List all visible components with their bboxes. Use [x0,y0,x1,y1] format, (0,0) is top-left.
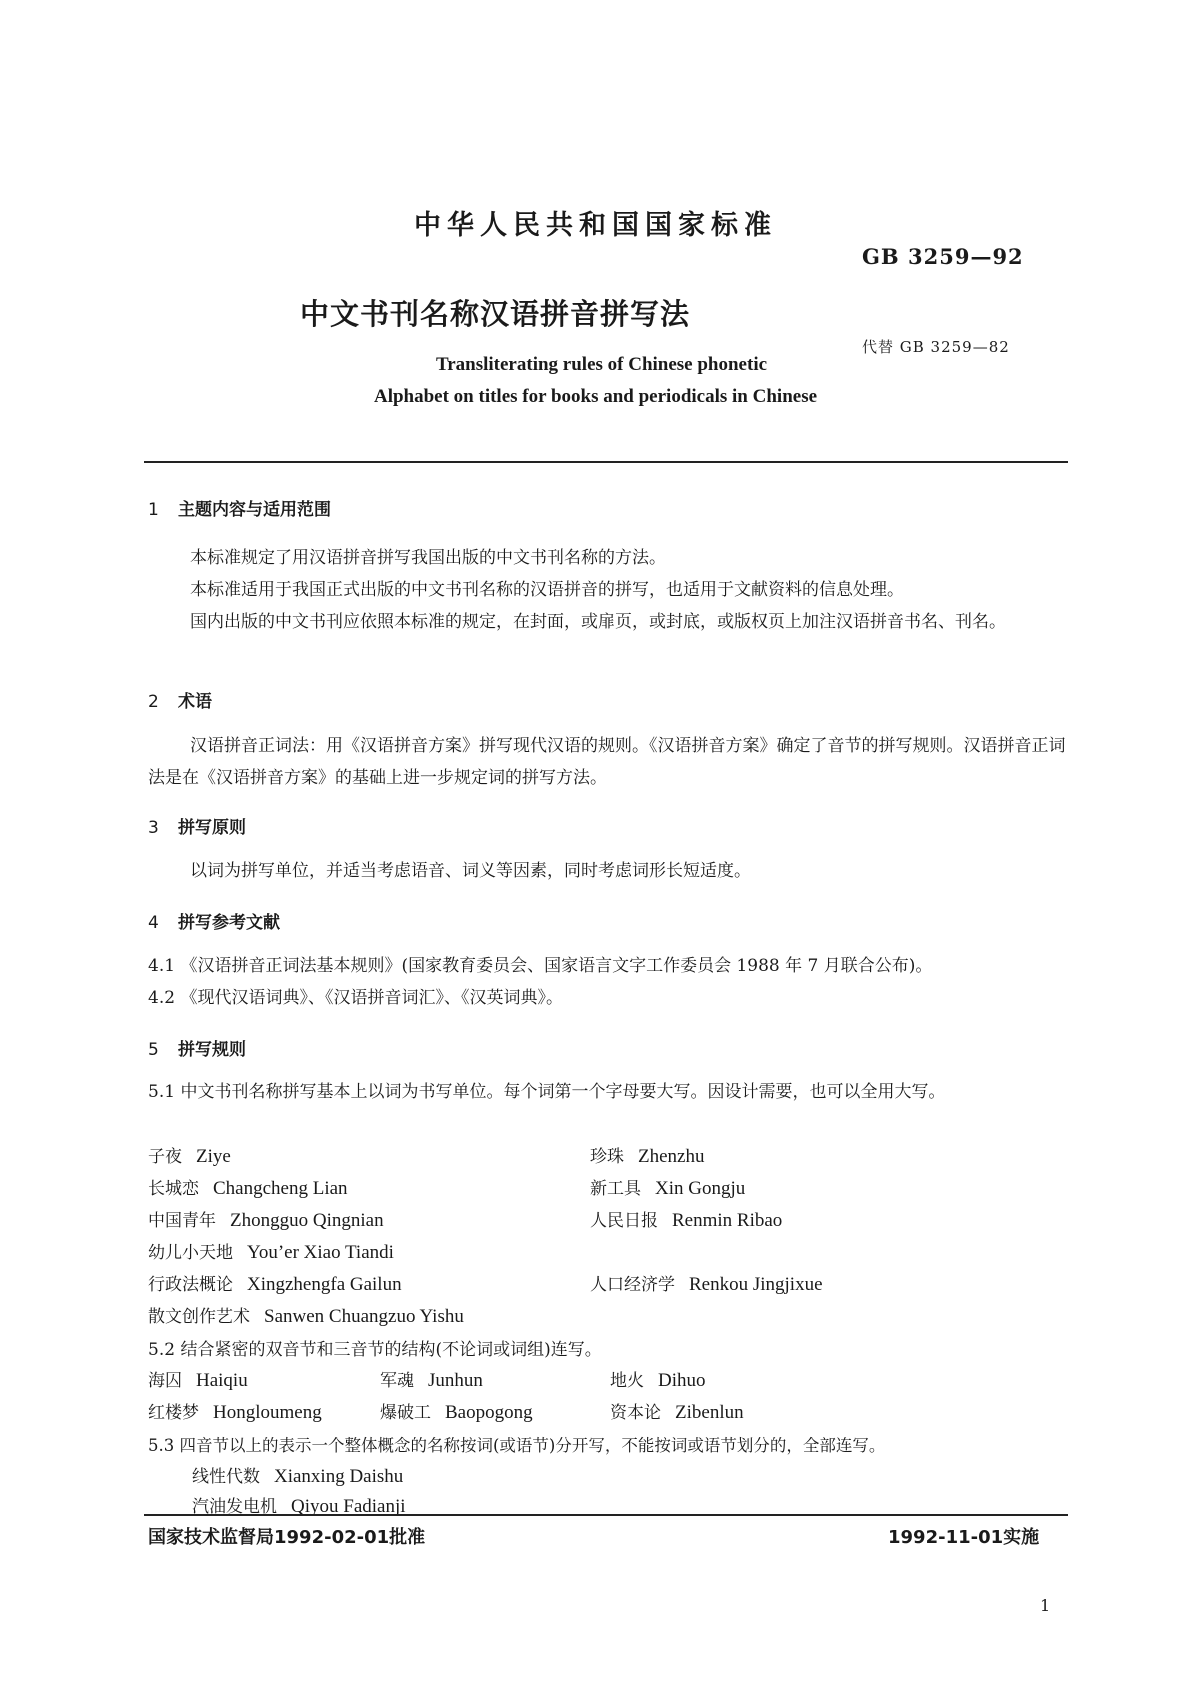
example-pinyin: Qiyou Fadianji [291,1496,406,1517]
example-chinese: 红楼梦 [148,1403,199,1423]
example-item [148,1398,322,1424]
example-pinyin: Zhongguo Qingnian [230,1210,384,1231]
example-chinese: 行政法概论 [148,1275,233,1295]
example-item [148,1270,402,1296]
section-title: 拼写参考文献 [178,913,280,933]
example-chinese: 子夜 [148,1147,182,1167]
section-number: 3 [148,818,159,838]
effective-date: 1992-11-01实施 [888,1527,1040,1548]
section-2-paragraph-1: 汉语拼音正词法：用《汉语拼音方案》拼写现代汉语的规则。《汉语拼音方案》确定了音节的拼写规则。汉语拼音正词法是在《汉语拼音方案》的基础上进一步规定词的拼写方法。 [148,736,1066,788]
section-1-heading [148,495,331,520]
example-chinese: 军魂 [380,1371,414,1391]
section-1-paragraph-3: 国内出版的中文书刊应依照本标准的规定，在封面，或扉页，或封底，或版权页上加注汉语拼音书名、刊名。 [190,612,1006,632]
document-title-english-line2: Alphabet on titles for books and periodicals in Chinese [373,386,818,407]
example-pinyin: Sanwen Chuangzuo Yishu [264,1306,464,1327]
example-pinyin: Hongloumeng [213,1402,322,1423]
example-chinese: 人口经济学 [590,1275,675,1295]
section-title: 主题内容与适用范围 [178,500,331,520]
section-1-paragraph-2: 本标准适用于我国正式出版的中文书刊名称的汉语拼音的拼写，也适用于文献资料的信息处理。 [190,580,904,600]
example-chinese: 资本论 [610,1403,661,1423]
example-pinyin: Zhenzhu [638,1146,705,1167]
example-item [380,1366,483,1392]
approval-date: 国家技术监督局1992-02-01批准 [148,1527,426,1548]
example-pinyin: Xin Gongju [655,1178,746,1199]
rule-5-2: 5.2 结合紧密的双音节和三音节的结构(不论词或词组)连写。 [148,1340,602,1360]
example-item [148,1366,248,1392]
example-chinese: 长城恋 [148,1179,199,1199]
example-item [610,1366,706,1392]
section-title: 术语 [178,692,212,712]
example-chinese: 中国青年 [148,1211,216,1231]
example-chinese: 线性代数 [192,1467,260,1487]
example-chinese: 汽油发电机 [192,1497,277,1517]
section-1-paragraph-1: 本标准规定了用汉语拼音拼写我国出版的中文书刊名称的方法。 [190,548,666,568]
reference-item-4-1: 4.1 《汉语拼音正词法基本规则》(国家教育委员会、国家语言文字工作委员会 1988 年 7 月联合公布)。 [148,956,933,976]
section-number: 4 [148,913,159,933]
example-item [590,1174,745,1200]
rule-5-3: 5.3 四音节以上的表示一个整体概念的名称按词(或语节)分开写，不能按词或语节划分的，全部连写。 [148,1436,886,1455]
section-2-heading [148,687,212,712]
example-item [192,1462,403,1488]
example-pinyin: You’er Xiao Tiandi [247,1242,394,1263]
section-title: 拼写规则 [178,1040,246,1060]
example-chinese: 珍珠 [590,1147,624,1167]
example-pinyin: Renmin Ribao [672,1210,783,1231]
section-4-heading [148,908,280,933]
example-chinese: 地火 [610,1371,644,1391]
example-pinyin: Haiqiu [196,1370,248,1391]
section-5-heading [148,1035,246,1060]
replaces-standard: 代替 GB 3259—82 [862,338,1010,356]
example-pinyin: Dihuo [658,1370,706,1391]
standard-number: GB 3259—92 [862,244,1024,269]
example-pinyin: Junhun [428,1370,483,1391]
example-chinese: 幼儿小天地 [148,1243,233,1263]
example-pinyin: Baopogong [445,1402,533,1423]
example-item [590,1206,782,1232]
example-chinese: 新工具 [590,1179,641,1199]
footer-divider [144,1514,1068,1516]
national-standard-heading: 中华人民共和国国家标准 [414,210,777,241]
example-item [590,1270,823,1296]
example-pinyin: Ziye [196,1146,231,1167]
example-chinese: 散文创作艺术 [148,1307,250,1327]
example-pinyin: Xianxing Daishu [274,1466,404,1487]
section-number: 1 [148,500,159,520]
example-chinese: 海囚 [148,1371,182,1391]
example-item [590,1142,704,1168]
example-chinese: 人民日报 [590,1211,658,1231]
example-item [148,1238,394,1264]
example-item [148,1174,348,1200]
example-pinyin: Zibenlun [675,1402,744,1423]
reference-item-4-2: 4.2 《现代汉语词典》、《汉语拼音词汇》、《汉英词典》。 [148,988,563,1008]
section-3-paragraph-1: 以词为拼写单位，并适当考虑语音、词义等因素，同时考虑词形长短适度。 [190,861,751,881]
section-number: 5 [148,1040,159,1060]
example-item [148,1142,231,1168]
header-divider [144,461,1068,463]
example-item [380,1398,533,1424]
example-item [148,1302,464,1328]
example-pinyin: Renkou Jingjixue [689,1274,823,1295]
section-3-heading [148,813,246,838]
document-title-english-line1: Transliterating rules of Chinese phonetic [435,354,768,375]
example-pinyin: Changcheng Lian [213,1178,348,1199]
section-title: 拼写原则 [178,818,246,838]
section-number: 2 [148,692,159,712]
example-item [148,1206,384,1232]
example-chinese: 爆破工 [380,1403,431,1423]
example-pinyin: Xingzhengfa Gailun [247,1274,402,1295]
page-number: 1 [1040,1596,1051,1615]
rule-5-1: 5.1 中文书刊名称拼写基本上以词为书写单位。每个词第一个字母要大写。因设计需要，也可以全用大写。 [148,1082,946,1102]
document-title-chinese: 中文书刊名称汉语拼音拼写法 [300,297,691,331]
example-item [610,1398,744,1424]
